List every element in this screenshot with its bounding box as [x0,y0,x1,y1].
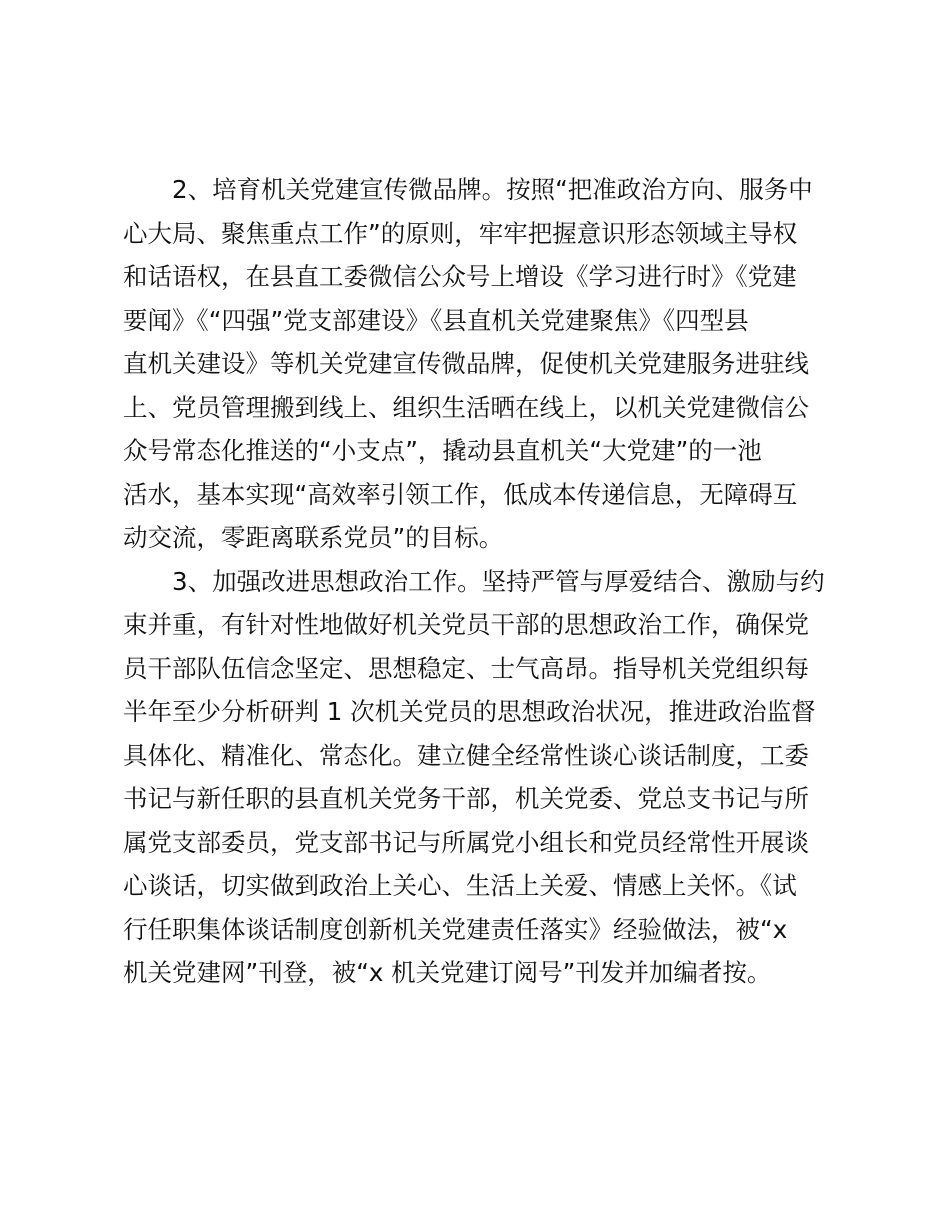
paragraph-line: 机关党建网”刊登，被“x 机关党建订阅号”刊发并加编者按。 [123,958,772,987]
paragraph-2 [123,168,835,560]
paragraph-line: 心大局、聚焦重点工作”的原则，牢牢把握意识形态领域主导权 [123,218,798,248]
paragraph-line: 直机关建设》等机关党建宣传微品牌，促使机关党建服务进驻线 [123,349,809,378]
paragraph-line: 众号常态化推送的“小支点”，撬动县直机关“大党建”的一池 [123,436,762,465]
paragraph-line: 束并重，有针对性地做好机关党员干部的思想政治工作，确保党 [123,610,809,639]
paragraph-3 [123,560,835,995]
paragraph-line: 具体化、精准化、常态化。建立健全经常性谈心谈话制度，工委 [123,740,809,770]
paragraph-line: 和话语权，在县直工委微信公众号上增设《学习进行时》《党建 [123,262,797,291]
paragraph-line: 3、加强改进思想政治工作。坚持严管与厚爱结合、激励与约 [172,566,825,596]
paragraph-line: 行任职集体谈话制度创新机关党建责任落实》经验做法，被“x [123,914,788,944]
paragraph-line: 心谈话，切实做到政治上关心、生活上关爱、情感上关怀。《试 [123,871,797,900]
paragraph-line: 活水，基本实现“高效率引领工作，低成本传递信息，无障碍互 [123,479,798,509]
paragraph-line: 2、培育机关党建宣传微品牌。按照“把准政治方向、服务中 [172,175,813,204]
paragraph-line: 要闻》《“四强”党支部建设》《县直机关党建聚焦》《四型县 [123,305,749,335]
paragraph-line: 属党支部委员，党支部书记与所属党小组长和党员经常性开展谈 [123,827,809,857]
paragraph-line: 上、党员管理搬到线上、组织生活晒在线上，以机关党建微信公 [123,392,809,422]
paragraph-line: 动交流，零距离联系党员”的目标。 [123,523,504,552]
paragraph-line: 半年至少分析研判 1 次机关党员的思想政治状况，推进政治监督 [123,697,816,726]
paragraph-line: 书记与新任职的县直机关党务干部，机关党委、党总支书记与所 [123,784,809,813]
paragraph-line: 员干部队伍信念坚定、思想稳定、士气高昂。指导机关党组织每 [123,653,809,683]
document-body [123,168,835,995]
